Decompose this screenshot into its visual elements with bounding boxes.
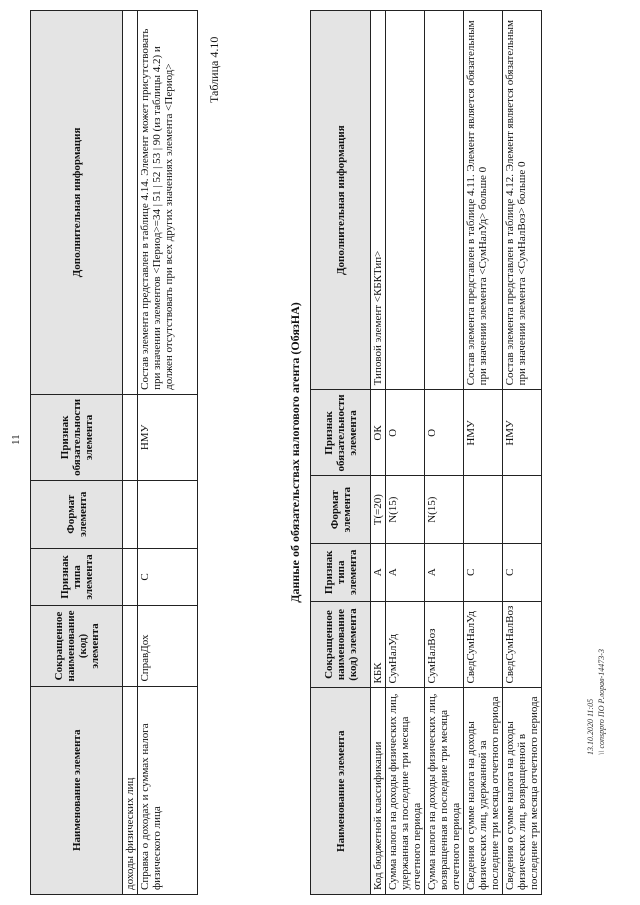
cell-req: НМУ (464, 390, 503, 476)
header-cell: Наименование элемента (311, 688, 371, 895)
table-row (503, 11, 542, 895)
stamp-line: \\ consppro ПО Р.лорав-14473-3 (597, 649, 606, 755)
header-cell: Сокращенное наименование (код) элемента (311, 601, 371, 688)
cell-req (123, 394, 138, 480)
cell-info: Типовой элемент <КБКТип> (371, 11, 386, 390)
header-cell: Наименование элемента (31, 686, 123, 894)
cell-code: СправДох (138, 606, 198, 686)
table-title: Данные об обязательствах налогового агента (ОбязНА) (288, 302, 302, 603)
cell-format (464, 476, 503, 543)
cell-code: СумНалУд (386, 601, 425, 688)
header-cell: Дополнительная информация (31, 11, 123, 395)
table-continuation (30, 10, 198, 895)
cell-type: С (138, 548, 198, 606)
cell-name: Справка о доходах и суммах налога физического лица (138, 686, 198, 894)
header-cell: Формат элемента (311, 476, 371, 543)
cell-req: НМУ (138, 394, 198, 480)
cell-name: Код бюджетной классификации (371, 688, 386, 895)
cell-name: Сумма налога на доходы физических лиц, удержанная за последние три месяца отчетного периода (386, 688, 425, 895)
cell-name: доходы физических лиц (123, 686, 138, 894)
table-row (386, 11, 425, 895)
cell-info (123, 11, 138, 395)
table-row (123, 11, 138, 895)
cell-name: Сведения о сумме налога на доходы физических лиц, возвращенной в последние три месяца отчетного периода (503, 688, 542, 895)
cell-type: С (464, 543, 503, 601)
table-number: Таблица 4.10 (207, 36, 221, 103)
cell-type: С (503, 543, 542, 601)
table-row (371, 11, 386, 895)
cell-format (138, 480, 198, 548)
header-cell: Формат элемента (31, 480, 123, 548)
cell-info: Состав элемента представлен в таблице 4.12. Элемент является обязательным при значении элемента <СумНалВоз> больше 0 (503, 11, 542, 390)
table-row (138, 11, 198, 895)
cell-code: СведСумНалУд (464, 601, 503, 688)
page-number: 11 (10, 434, 22, 445)
cell-req: ОК (371, 390, 386, 476)
obligations-table (310, 10, 542, 895)
cell-code: СведСумНалВоз (503, 601, 542, 688)
cell-info: Состав элемента представлен в таблице 4.11. Элемент является обязательным при значении элемента <СумНалУд> больше 0 (464, 11, 503, 390)
header-cell: Сокращенное наименование (код) элемента (31, 606, 123, 686)
cell-req: О (386, 390, 425, 476)
header-cell: Признак обязательности элемента (31, 394, 123, 480)
header-cell: Признак типа элемента (311, 543, 371, 601)
cell-format (123, 480, 138, 548)
cell-format: T(=20) (371, 476, 386, 543)
cell-type: А (386, 543, 425, 601)
header-cell: Признак обязательности элемента (311, 390, 371, 476)
cell-req: НМУ (503, 390, 542, 476)
header-cell: Признак типа элемента (31, 548, 123, 606)
cell-info: Состав элемента представлен в таблице 4.14. Элемент может присутствовать при значении элементов <Период>=34 | 51 | 52 | 53 | 90 (из таблицы 4.2) и должен отсутствовать при всех других значениях элемента <Период> (138, 11, 198, 395)
cell-code: КБК (371, 601, 386, 688)
cell-info (386, 11, 425, 390)
table1-header-row (31, 11, 123, 895)
cell-type: А (425, 543, 464, 601)
cell-type: А (371, 543, 386, 601)
table-row (464, 11, 503, 895)
print-stamp (585, 649, 607, 755)
stamp-line: 13.10.2020 11:05 (586, 698, 595, 755)
cell-name: Сведения о сумме налога на доходы физических лиц, удержанной за последние три месяца отчетного периода (464, 688, 503, 895)
cell-format: N(15) (425, 476, 464, 543)
cell-format: N(15) (386, 476, 425, 543)
cell-type (123, 548, 138, 606)
table-row (425, 11, 464, 895)
table2-header-row (311, 11, 371, 895)
cell-name: Сумма налога на доходы физических лиц, возвращенная в последние три месяца отчетного периода (425, 688, 464, 895)
cell-code (123, 606, 138, 686)
cell-req: О (425, 390, 464, 476)
cell-format (503, 476, 542, 543)
header-cell: Дополнительная информация (311, 11, 371, 390)
cell-info (425, 11, 464, 390)
cell-code: СумНалВоз (425, 601, 464, 688)
